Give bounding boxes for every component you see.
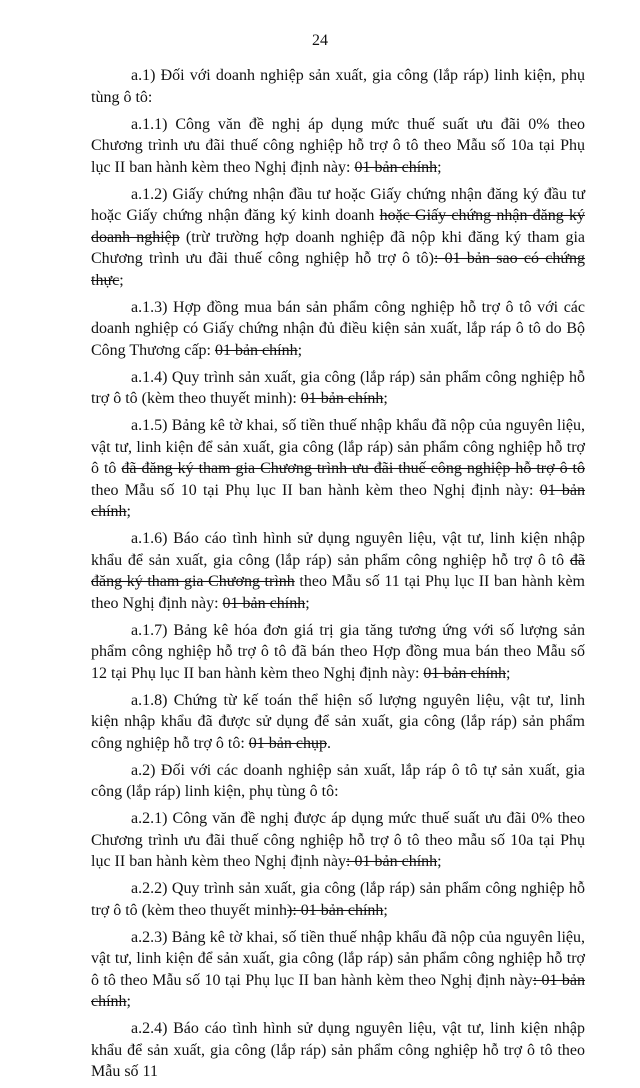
paragraph-text: a.1.4) Quy trình sản xuất, gia công (lắp ráp) sản phẩm công nghiệp hỗ trợ ô tô (kèm theo thuyết minh):	[91, 368, 585, 407]
document-paragraph	[91, 878, 585, 921]
document-paragraph	[91, 297, 585, 362]
struck-text: ): 01 bản chính	[286, 901, 384, 919]
struck-text: : 01 bản chính	[346, 853, 438, 870]
paragraph-text: a.1.6) Báo cáo tình hình sử dụng nguyên liệu, vật tư, linh kiện nhập khẩu để sản xuất, gia công (lắp ráp) sản phẩm công nghiệp hỗ trợ ô tô	[91, 530, 585, 569]
document-paragraph	[91, 690, 585, 755]
paragraph-text: ;	[126, 503, 131, 520]
paragraph-text: a.1) Đối với doanh nghiệp sản xuất, gia công (lắp ráp) linh kiện, phụ tùng ô tô:	[91, 67, 585, 106]
paragraph-text: ;	[383, 390, 388, 407]
struck-text: 01 bản chụp	[248, 734, 327, 752]
document-paragraph	[91, 760, 585, 803]
paragraph-text: (trừ trường hợp doanh nghiệp đã nộp khi đăng ký tham gia Chương trình ưu đãi thuế công nghiệp hỗ trợ ô tô)	[91, 228, 585, 267]
paragraph-text: ;	[437, 853, 442, 870]
paragraph-text: a.2.3) Bảng kê tờ khai, số tiền thuế nhập khẩu đã nộp của nguyên liệu, vật tư, linh kiện để sản xuất, gia công (lắp ráp) sản phẩm công nghiệp hỗ trợ ô tô theo Mẫu số 10 tại Phụ lục II ban hành kèm theo Nghị định này	[91, 928, 585, 989]
struck-text: hoặc Giấy chứng nhận đăng ký doanh nghiệp	[91, 207, 586, 246]
struck-text: đã đăng ký tham gia Chương trình ưu đãi thuế công nghiệp hỗ trợ ô tô	[121, 460, 586, 477]
paragraph-text: a.2) Đối với các doanh nghiệp sản xuất, lắp ráp ô tô tự sản xuất, gia công (lắp ráp) linh kiện, phụ tùng ô tô:	[91, 761, 585, 800]
paragraph-text: a.2.1) Công văn đề nghị được áp dụng mức thuế suất ưu đãi 0% theo Chương trình ưu đãi thuế công nghiệp hỗ trợ ô tô theo mẫu số 10a tại Phụ lục II ban hành kèm theo Nghị định này	[91, 810, 585, 870]
struck-text: 01 bản chính	[214, 341, 298, 359]
paragraph-text: a.1.7) Bảng kê hóa đơn giá trị gia tăng tương ứng với số lượng sản phẩm công nghiệp hỗ trợ ô tô đã bán theo Hợp đồng mua bán theo Mẫu số 12 tại Phụ lục II ban hành kèm theo Nghị định này:	[91, 621, 585, 682]
document-paragraph	[91, 927, 585, 1013]
struck-text: : 01 bản sao có chứng thực	[91, 250, 586, 289]
paragraph-text: ;	[297, 341, 303, 359]
paragraph-text: ;	[437, 158, 442, 176]
document-paragraph	[91, 415, 585, 523]
paragraph-text: a.2.2) Quy trình sản xuất, gia công (lắp ráp) sản phẩm công nghiệp hỗ trợ ô tô (kèm theo thuyết minh	[91, 880, 585, 919]
document-paragraph	[91, 65, 585, 108]
paragraph-text: a.2.4) Báo cáo tình hình sử dụng nguyên liệu, vật tư, linh kiện nhập khẩu để sản xuất, gia công (lắp ráp) sản phẩm công nghiệp hỗ trợ ô tô theo Mẫu số 11	[91, 1020, 585, 1080]
document-paragraph	[91, 620, 585, 685]
paragraph-text: a.1.2) Giấy chứng nhận đầu tư hoặc Giấy chứng nhận đăng ký đầu tư hoặc Giấy chứng nhận đăng ký kinh doanh	[91, 185, 585, 224]
struck-text: 01 bản chính	[300, 390, 384, 407]
paragraph-text: ;	[305, 594, 310, 612]
struck-text: 01 bản chính	[423, 664, 507, 682]
paragraph-text: theo Mẫu số 10 tại Phụ lục II ban hành kèm theo Nghị định này:	[91, 481, 540, 499]
struck-text: : 01 bản chính	[91, 971, 586, 1010]
document-paragraph	[91, 808, 585, 873]
paragraph-text: ;	[506, 664, 511, 682]
struck-text: 01 bản chính	[354, 158, 438, 176]
struck-text: 01 bản chính	[91, 481, 586, 520]
document-paragraph	[91, 528, 585, 614]
paragraph-text: theo Mẫu số 11 tại Phụ lục II ban hành kèm theo Nghị định này:	[91, 573, 585, 612]
paragraph-text: a.1.8) Chứng từ kế toán thể hiện số lượng nguyên liệu, vật tư, linh kiện nhập khẩu đã được sử dụng để sản xuất, gia công (lắp ráp) sản phẩm công nghiệp hỗ trợ ô tô:	[91, 691, 585, 752]
paragraph-text: a.1.3) Hợp đồng mua bán sản phẩm công nghiệp hỗ trợ ô tô với các doanh nghiệp có Giấy chứng nhận đủ điều kiện sản xuất, lắp ráp ô tô do Bộ Công Thương cấp:	[91, 298, 585, 359]
paragraph-text: a.1.5) Bảng kê tờ khai, số tiền thuế nhập khẩu đã nộp của nguyên liệu, vật tư, linh kiện để sản xuất, gia công (lắp ráp) sản phẩm công nghiệp hỗ trợ ô tô	[91, 417, 585, 477]
page-number: 24	[312, 32, 328, 49]
paragraph-text: .	[326, 734, 331, 752]
paragraph-text: a.1.1) Công văn đề nghị áp dụng mức thuế suất ưu đãi 0% theo Chương trình ưu đãi thuế công nghiệp hỗ trợ ô tô theo Mẫu số 10a tại Phụ lục II ban hành kèm theo Nghị định này:	[91, 115, 585, 176]
document-paragraph	[91, 114, 585, 179]
document-paragraph	[91, 184, 585, 292]
struck-text: 01 bản chính	[222, 594, 306, 612]
document-paragraph	[91, 1018, 585, 1083]
document-paragraph	[91, 367, 585, 410]
paragraph-text: ;	[126, 993, 131, 1010]
paragraph-text: ;	[119, 271, 124, 289]
paragraph-text: ;	[383, 901, 388, 919]
document-body	[91, 65, 585, 1088]
struck-text: đã đăng ký tham gia Chương trình	[91, 551, 585, 590]
